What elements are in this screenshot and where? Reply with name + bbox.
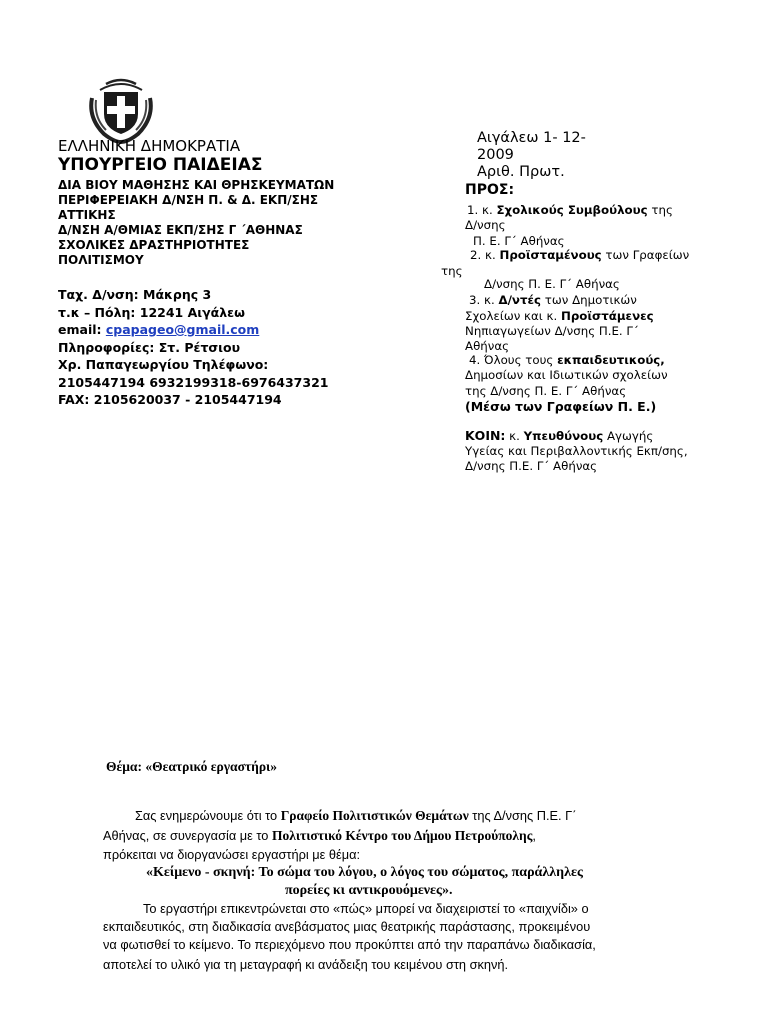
department-line: ΠΟΛΙΤΙΣΜΟΥ	[58, 253, 144, 267]
recipient-3-line4: Αθήνας	[465, 339, 510, 353]
text: Δ/ντές	[498, 293, 542, 307]
subject-line: Θέμα: «Θεατρικό εργαστήρι»	[106, 759, 277, 774]
recipient-1	[467, 203, 673, 219]
text: 2. κ.	[470, 248, 500, 262]
date-year: 2009	[477, 147, 514, 163]
text: των Δημοτικών	[541, 293, 637, 307]
text: Αθήνας, σε συνεργασία με το	[103, 828, 272, 843]
recipient-2-line3: Δ/νσης Π. Ε. Γ΄ Αθήνας	[484, 277, 620, 291]
recipient-4	[469, 353, 665, 369]
body-line-4: Το εργαστήρι επικεντρώνεται στο «πώς» μπορεί να διαχειριστεί το «παιχνίδι» ο	[143, 901, 589, 916]
recipient-1-line3: Π. Ε. Γ΄ Αθήνας	[473, 234, 565, 248]
body-line-1	[135, 807, 576, 825]
country-name: ΕΛΛΗΝΙΚΗ ΔΗΜΟΚΡΑΤΙΑ	[58, 137, 241, 155]
text: Πολιτιστικό Κέντρο του Δήμου Πετρούπολης	[271, 828, 533, 843]
recipient-4-note: (Μέσω των Γραφείων Π. Ε.)	[465, 399, 657, 414]
koin-line3: Δ/νσης Π.Ε. Γ΄ Αθήνας	[465, 459, 598, 473]
text: της	[647, 203, 673, 217]
text: 4. Όλους τους	[469, 353, 558, 367]
department-line: ΑΤΤΙΚΗΣ	[58, 208, 116, 222]
email-link[interactable]: cpapageo@gmail.com	[105, 322, 260, 337]
fax-numbers: FAX: 2105620037 - 2105447194	[58, 392, 282, 407]
date-line: Αιγάλεω 1- 12-	[477, 130, 586, 146]
text: κ.	[505, 429, 524, 443]
address: Ταχ. Δ/νση: Μάκρης 3	[58, 287, 212, 302]
recipient-3	[469, 293, 637, 309]
recipient-2-line2: της	[441, 264, 463, 278]
recipient-2	[470, 248, 689, 264]
body-line-5: εκπαιδευτικός, στη διαδικασία ανεβάσματος μιας θεατρικής παράστασης, προκειμένου	[103, 919, 591, 934]
department-line: Δ/ΝΣΗ Α/ΘΜΙΑΣ ΕΚΠ/ΣΗΣ Γ ΄ΑΘΗΝΑΣ	[58, 223, 303, 237]
recipient-4-line2: Δημοσίων και Ιδιωτικών σχολείων	[465, 368, 668, 382]
postal-code: τ.κ – Πόλη: 12241 Αιγάλεω	[58, 304, 245, 320]
text: Σχολικούς Συμβούλους	[496, 203, 648, 217]
text: 3. κ.	[469, 293, 499, 307]
greek-coat-of-arms-icon	[86, 78, 156, 144]
text: Αγωγής	[603, 429, 654, 443]
text: Σχολείων και κ.	[465, 309, 561, 323]
text: εκπαιδευτικούς,	[557, 353, 665, 367]
text: Προϊστάμενες	[560, 309, 654, 323]
koin-line	[465, 428, 653, 445]
protocol-number: Αριθ. Πρωτ.	[477, 164, 565, 180]
quote-line-1: «Κείμενο - σκηνή: Το σώμα του λόγου, ο λόγος του σώματος, παράλληλες	[146, 865, 583, 880]
to-label: ΠΡΟΣ:	[465, 182, 515, 198]
text: των Γραφείων	[601, 248, 690, 262]
info-line: Πληροφορίες: Στ. Ρέτσιου	[58, 339, 241, 355]
koin-line2: Υγείας και Περιβαλλοντικής Εκπ/σης,	[465, 444, 688, 458]
text: Υπευθύνους	[523, 429, 604, 443]
text: της Δ/νσης Π.Ε. Γ΄	[468, 808, 577, 823]
date-block	[477, 130, 586, 181]
text: ,	[532, 828, 536, 843]
recipient-3-line2	[465, 309, 654, 325]
contact-block	[58, 286, 328, 409]
body-line-2	[103, 827, 536, 845]
body-line-7: αποτελεί το υλικό για τη μεταγραφή κι ανάδειξη του κειμένου στη σκηνή.	[103, 957, 509, 972]
phone-numbers: 2105447194 6932199318-6976437321	[58, 374, 329, 390]
text: 1. κ.	[467, 203, 497, 217]
email-label: email:	[58, 322, 106, 337]
email-line	[58, 321, 328, 339]
department-line: ΔΙΑ ΒΙΟΥ ΜΑΘΗΣΗΣ ΚΑΙ ΘΡΗΣΚΕΥΜΑΤΩΝ	[58, 178, 335, 192]
koin-label: ΚΟΙΝ:	[465, 428, 506, 443]
info-phone-label: Χρ. Παπαγεωργίου Τηλέφωνο:	[58, 357, 269, 372]
text: Προϊσταμένους	[499, 248, 602, 262]
recipient-1-line2: Δ/νσης	[465, 218, 506, 232]
text: Γραφείο Πολιτιστικών Θεμάτων	[280, 808, 469, 823]
body-line-6: να φωτισθεί το κείμενο. Το περιεχόμενο που προκύπτει από την παραπάνω διαδικασία,	[103, 937, 596, 952]
department-line: ΠΕΡΙΦΕΡΕΙΑΚΗ Δ/ΝΣΗ Π. & Δ. ΕΚΠ/ΣΗΣ	[58, 193, 319, 207]
department-block	[58, 178, 334, 268]
recipient-3-line3: Νηπιαγωγείων Δ/νσης Π.Ε. Γ΄	[465, 324, 639, 338]
department-line: ΣΧΟΛΙΚΕΣ ΔΡΑΣΤΗΡΙΟΤΗΤΕΣ	[58, 238, 250, 252]
text: Σας ενημερώνουμε ότι το	[135, 808, 281, 823]
body-line-3: πρόκειται να διοργανώσει εργαστήρι με θέμα:	[103, 847, 361, 862]
quote-line-2: πορείες κι αντικρουόμενες».	[285, 883, 453, 898]
ministry-name: ΥΠΟΥΡΓΕΙΟ ΠΑΙΔΕΙΑΣ	[58, 155, 263, 175]
recipient-4-line3: της Δ/νσης Π. Ε. Γ΄ Αθήνας	[465, 384, 627, 398]
